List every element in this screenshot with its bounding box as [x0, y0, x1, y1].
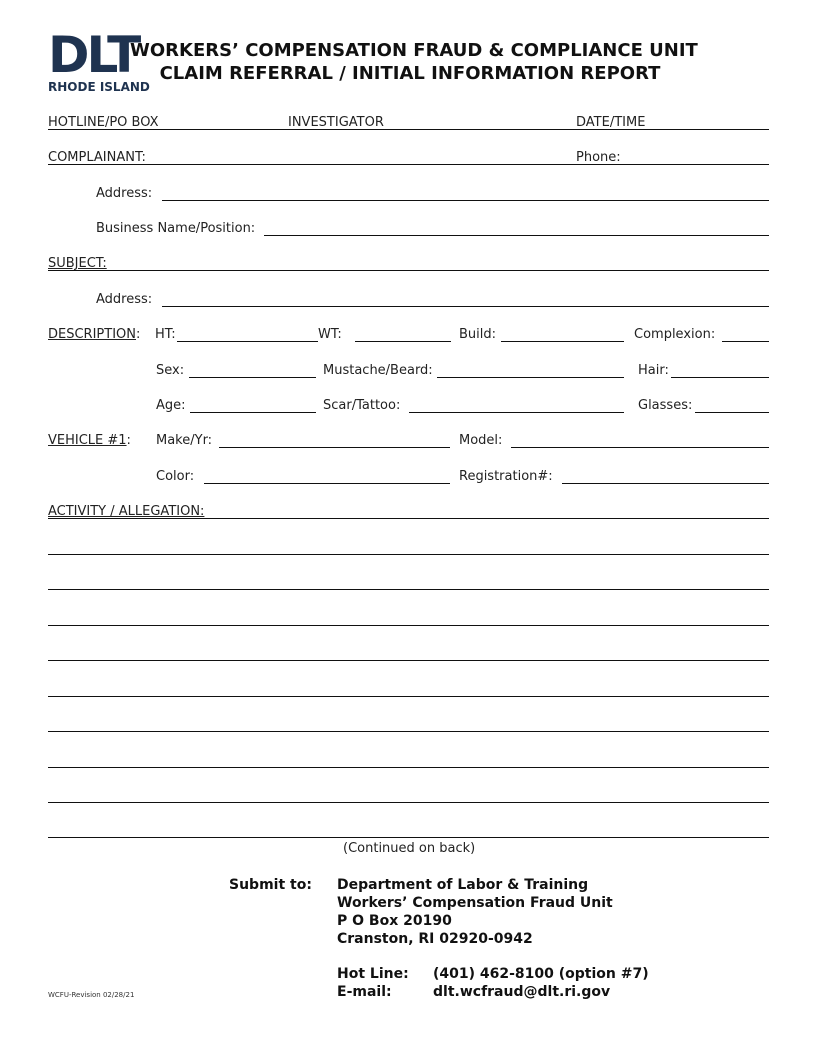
glasses-label: Glasses:: [638, 398, 693, 413]
datetime-label: DATE/TIME: [576, 115, 646, 130]
submit-address-line: Workers’ Compensation Fraud Unit: [337, 895, 613, 911]
hair-label: Hair:: [638, 363, 669, 378]
sex-label: Sex:: [156, 363, 185, 378]
activity-line[interactable]: [48, 837, 769, 838]
make-line[interactable]: [219, 447, 450, 448]
continued-note: (Continued on back): [343, 841, 476, 856]
complexion-label: Complexion:: [634, 327, 716, 342]
hair-line[interactable]: [671, 377, 769, 378]
revision-note: WCFU-Revision 02/28/21: [48, 991, 135, 999]
age-label: Age:: [156, 398, 186, 413]
hotline-row-line[interactable]: [48, 129, 769, 130]
form-title-line1: WORKERS’ COMPENSATION FRAUD & COMPLIANCE UNIT: [130, 40, 698, 61]
activity-line[interactable]: [48, 767, 769, 768]
email-contact-label: E-mail:: [337, 984, 392, 1000]
age-line[interactable]: [190, 412, 316, 413]
activity-line[interactable]: [48, 625, 769, 626]
activity-label: ACTIVITY / ALLEGATION:: [48, 504, 205, 519]
subject-address-line[interactable]: [162, 306, 769, 307]
submit-address-line: Department of Labor & Training: [337, 877, 589, 893]
build-label: Build:: [459, 327, 497, 342]
scar-label: Scar/Tattoo:: [323, 398, 401, 413]
make-label: Make/Yr:: [156, 433, 213, 448]
registration-label: Registration#:: [459, 469, 553, 484]
ht-label: HT:: [155, 327, 176, 342]
activity-line[interactable]: [48, 802, 769, 803]
color-line[interactable]: [204, 483, 450, 484]
dlt-logo: DLT: [48, 26, 139, 84]
model-label: Model:: [459, 433, 503, 448]
mustache-line[interactable]: [437, 377, 624, 378]
hotline-contact-value[interactable]: (401) 462-8100 (option #7): [433, 966, 649, 982]
complexion-line[interactable]: [722, 341, 769, 342]
activity-line[interactable]: [48, 518, 769, 519]
build-line[interactable]: [501, 341, 624, 342]
subject-label: SUBJECT:: [48, 256, 107, 271]
investigator-label: INVESTIGATOR: [288, 115, 384, 130]
subject-address-label: Address:: [96, 292, 153, 307]
submit-address-line: P O Box 20190: [337, 913, 452, 929]
activity-line[interactable]: [48, 696, 769, 697]
hotline-label: HOTLINE/PO BOX: [48, 115, 159, 130]
vehicle-label: VEHICLE #1:: [48, 433, 131, 448]
description-label: DESCRIPTION:: [48, 327, 141, 342]
complainant-address-label: Address:: [96, 186, 153, 201]
business-label: Business Name/Position:: [96, 221, 256, 236]
hotline-contact-label: Hot Line:: [337, 966, 409, 982]
form-title-line2: CLAIM REFERRAL / INITIAL INFORMATION REPORT: [159, 63, 661, 84]
submit-address-line: Cranston, RI 02920-0942: [337, 931, 533, 947]
sex-line[interactable]: [189, 377, 316, 378]
color-label: Color:: [156, 469, 195, 484]
phone-label: Phone:: [576, 150, 621, 165]
activity-line[interactable]: [48, 554, 769, 555]
activity-line[interactable]: [48, 660, 769, 661]
logo-subtitle: RHODE ISLAND: [48, 80, 150, 94]
complainant-label: COMPLAINANT:: [48, 150, 146, 165]
submit-label: Submit to:: [229, 877, 312, 893]
business-line[interactable]: [264, 235, 769, 236]
activity-line[interactable]: [48, 589, 769, 590]
ht-line[interactable]: [177, 341, 318, 342]
registration-line[interactable]: [562, 483, 769, 484]
email-contact-value[interactable]: dlt.wcfraud@dlt.ri.gov: [433, 984, 611, 1000]
complainant-line[interactable]: [48, 164, 769, 165]
glasses-line[interactable]: [695, 412, 769, 413]
wt-line[interactable]: [355, 341, 451, 342]
mustache-label: Mustache/Beard:: [323, 363, 433, 378]
activity-line[interactable]: [48, 731, 769, 732]
subject-line[interactable]: [48, 270, 769, 271]
scar-line[interactable]: [409, 412, 624, 413]
wt-label: WT:: [318, 327, 342, 342]
model-line[interactable]: [511, 447, 769, 448]
complainant-address-line[interactable]: [162, 200, 769, 201]
